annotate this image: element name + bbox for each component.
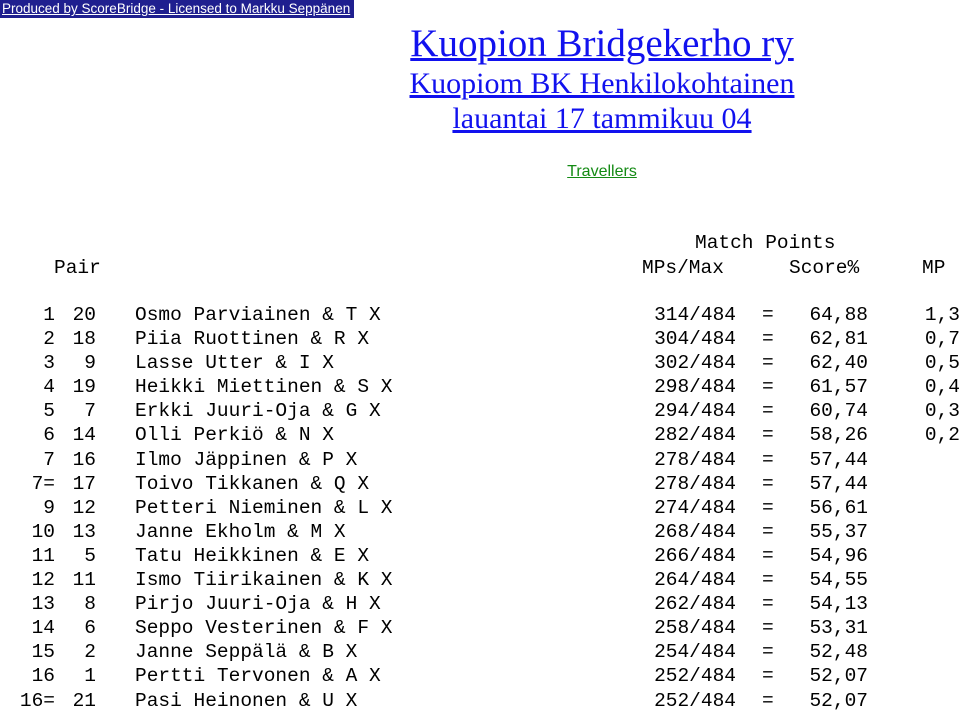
- master-points-cell: 0,4: [924, 376, 960, 399]
- equals-sign: =: [762, 400, 774, 423]
- rank-cell: 7=: [31, 472, 55, 495]
- rank-cell: 15: [31, 641, 55, 664]
- rank-cell: 3: [43, 352, 55, 375]
- pair-number-cell: 19: [72, 376, 96, 399]
- travellers-link[interactable]: Travellers: [567, 163, 637, 180]
- pair-column-header: Pair: [54, 257, 101, 279]
- table-row: [0, 640, 960, 664]
- equals-sign: =: [762, 617, 774, 640]
- player-names-cell: Pertti Tervonen & A X: [135, 665, 381, 688]
- equals-sign: =: [762, 472, 774, 495]
- pair-number-cell: 2: [84, 641, 96, 664]
- rank-cell: 1: [43, 304, 55, 326]
- table-row: [0, 568, 960, 592]
- table-row: [0, 351, 960, 375]
- score-percent-cell: 53,31: [809, 617, 868, 640]
- mps-max-cell: 278/484: [654, 472, 736, 495]
- pair-number-cell: 20: [72, 304, 96, 326]
- rank-cell: 7: [43, 448, 55, 471]
- equals-sign: =: [762, 328, 774, 351]
- master-points-cell: 0,3: [924, 400, 960, 423]
- rank-cell: 13: [31, 593, 55, 616]
- equals-sign: =: [762, 352, 774, 375]
- player-names-cell: Ismo Tiirikainen & K X: [135, 569, 393, 592]
- rank-cell: 2: [43, 328, 55, 351]
- score-percent-cell: 62,40: [809, 352, 868, 375]
- score-percent-cell: 62,81: [809, 328, 868, 351]
- table-row: [0, 496, 960, 520]
- pair-number-cell: 17: [72, 472, 96, 495]
- score-percent-cell: 57,44: [809, 448, 868, 471]
- rank-cell: 12: [31, 569, 55, 592]
- table-row: [0, 592, 960, 616]
- player-names-cell: Janne Seppälä & B X: [135, 641, 358, 664]
- equals-sign: =: [762, 376, 774, 399]
- table-row: [0, 399, 960, 423]
- mps-max-cell: 304/484: [654, 328, 736, 351]
- mps-max-cell: 254/484: [654, 641, 736, 664]
- rank-cell: 6: [43, 424, 55, 447]
- player-names-cell: Piia Ruottinen & R X: [135, 328, 370, 351]
- player-names-cell: Lasse Utter & I X: [135, 352, 334, 375]
- pair-number-cell: 7: [84, 400, 96, 423]
- equals-sign: =: [762, 593, 774, 616]
- table-row: [0, 544, 960, 568]
- pair-number-cell: 21: [72, 689, 96, 712]
- table-row: [0, 472, 960, 496]
- master-points-cell: 0,2: [924, 424, 960, 447]
- score-percent-column-header: Score%: [789, 257, 860, 279]
- score-percent-cell: 52,48: [809, 641, 868, 664]
- score-percent-cell: 64,88: [809, 304, 868, 326]
- pair-number-cell: 18: [72, 328, 96, 351]
- table-row: [0, 520, 960, 544]
- pair-number-cell: 13: [72, 520, 96, 543]
- master-points-cell: 1,3: [924, 304, 960, 326]
- score-percent-cell: 54,55: [809, 569, 868, 592]
- scorebridge-credit-link[interactable]: Produced by ScoreBridge - Licensed to Markku Seppänen: [0, 0, 354, 18]
- score-percent-cell: 52,07: [809, 689, 868, 712]
- score-percent-cell: 54,96: [809, 544, 868, 567]
- pair-number-cell: 12: [72, 496, 96, 519]
- mps-max-cell: 262/484: [654, 593, 736, 616]
- table-row: [0, 327, 960, 351]
- player-names-cell: Pasi Heinonen & U X: [135, 689, 358, 712]
- rank-cell: 14: [31, 617, 55, 640]
- player-names-cell: Osmo Parviainen & T X: [135, 304, 381, 326]
- player-names-cell: Heikki Miettinen & S X: [135, 376, 393, 399]
- mps-max-cell: 252/484: [654, 689, 736, 712]
- mp-column-header: MP: [922, 257, 946, 279]
- pair-number-cell: 14: [72, 424, 96, 447]
- pair-number-cell: 5: [84, 544, 96, 567]
- table-row: [0, 303, 960, 327]
- mps-max-cell: 314/484: [654, 304, 736, 326]
- mps-max-cell: 266/484: [654, 544, 736, 567]
- rank-cell: 9: [43, 496, 55, 519]
- mps-max-cell: 258/484: [654, 617, 736, 640]
- player-names-cell: Petteri Nieminen & L X: [135, 496, 393, 519]
- pair-number-cell: 6: [84, 617, 96, 640]
- equals-sign: =: [762, 424, 774, 447]
- event-title: Kuopiom BK Henkilokohtainen: [409, 67, 795, 100]
- equals-sign: =: [762, 448, 774, 471]
- player-names-cell: Ilmo Jäppinen & P X: [135, 448, 358, 471]
- club-title: Kuopion Bridgekerho ry: [410, 22, 794, 65]
- mps-max-cell: 282/484: [654, 424, 736, 447]
- results-table: [0, 303, 960, 713]
- table-row: [0, 448, 960, 472]
- player-names-cell: Olli Perkiö & N X: [135, 424, 334, 447]
- table-row: [0, 375, 960, 399]
- player-names-cell: Toivo Tikkanen & Q X: [135, 472, 370, 495]
- score-percent-cell: 58,26: [809, 424, 868, 447]
- pair-number-cell: 16: [72, 448, 96, 471]
- score-percent-cell: 52,07: [809, 665, 868, 688]
- player-names-cell: Tatu Heikkinen & E X: [135, 544, 370, 567]
- pair-number-cell: 8: [84, 593, 96, 616]
- event-date: lauantai 17 tammikuu 04: [452, 102, 752, 135]
- rank-cell: 10: [31, 520, 55, 543]
- equals-sign: =: [762, 569, 774, 592]
- table-row: [0, 664, 960, 688]
- master-points-cell: 0,5: [924, 352, 960, 375]
- player-names-cell: Seppo Vesterinen & F X: [135, 617, 393, 640]
- mps-max-cell: 268/484: [654, 520, 736, 543]
- score-percent-cell: 55,37: [809, 520, 868, 543]
- rank-cell: 16: [31, 665, 55, 688]
- score-percent-cell: 60,74: [809, 400, 868, 423]
- pair-number-cell: 1: [84, 665, 96, 688]
- score-percent-cell: 54,13: [809, 593, 868, 616]
- table-row: [0, 423, 960, 447]
- player-names-cell: Pirjo Juuri-Oja & H X: [135, 593, 381, 616]
- equals-sign: =: [762, 689, 774, 712]
- equals-sign: =: [762, 496, 774, 519]
- rank-cell: 4: [43, 376, 55, 399]
- equals-sign: =: [762, 520, 774, 543]
- pair-number-cell: 9: [84, 352, 96, 375]
- table-row: [0, 616, 960, 640]
- rank-cell: 5: [43, 400, 55, 423]
- equals-sign: =: [762, 641, 774, 664]
- mps-max-cell: 278/484: [654, 448, 736, 471]
- player-names-cell: Erkki Juuri-Oja & G X: [135, 400, 381, 423]
- mps-max-cell: 274/484: [654, 496, 736, 519]
- table-row: [0, 689, 960, 713]
- mps-max-cell: 302/484: [654, 352, 736, 375]
- mps-max-cell: 264/484: [654, 569, 736, 592]
- mps-max-cell: 294/484: [654, 400, 736, 423]
- mps-max-cell: 298/484: [654, 376, 736, 399]
- master-points-cell: 0,7: [924, 328, 960, 351]
- equals-sign: =: [762, 665, 774, 688]
- score-percent-cell: 57,44: [809, 472, 868, 495]
- match-points-heading: Match Points: [695, 232, 836, 254]
- mps-max-column-header: MPs/Max: [642, 257, 724, 279]
- rank-cell: 11: [31, 544, 55, 567]
- score-percent-cell: 61,57: [809, 376, 868, 399]
- pair-number-cell: 11: [72, 569, 96, 592]
- score-percent-cell: 56,61: [809, 496, 868, 519]
- player-names-cell: Janne Ekholm & M X: [135, 520, 346, 543]
- equals-sign: =: [762, 544, 774, 567]
- rank-cell: 16=: [19, 689, 55, 712]
- equals-sign: =: [762, 304, 774, 326]
- mps-max-cell: 252/484: [654, 665, 736, 688]
